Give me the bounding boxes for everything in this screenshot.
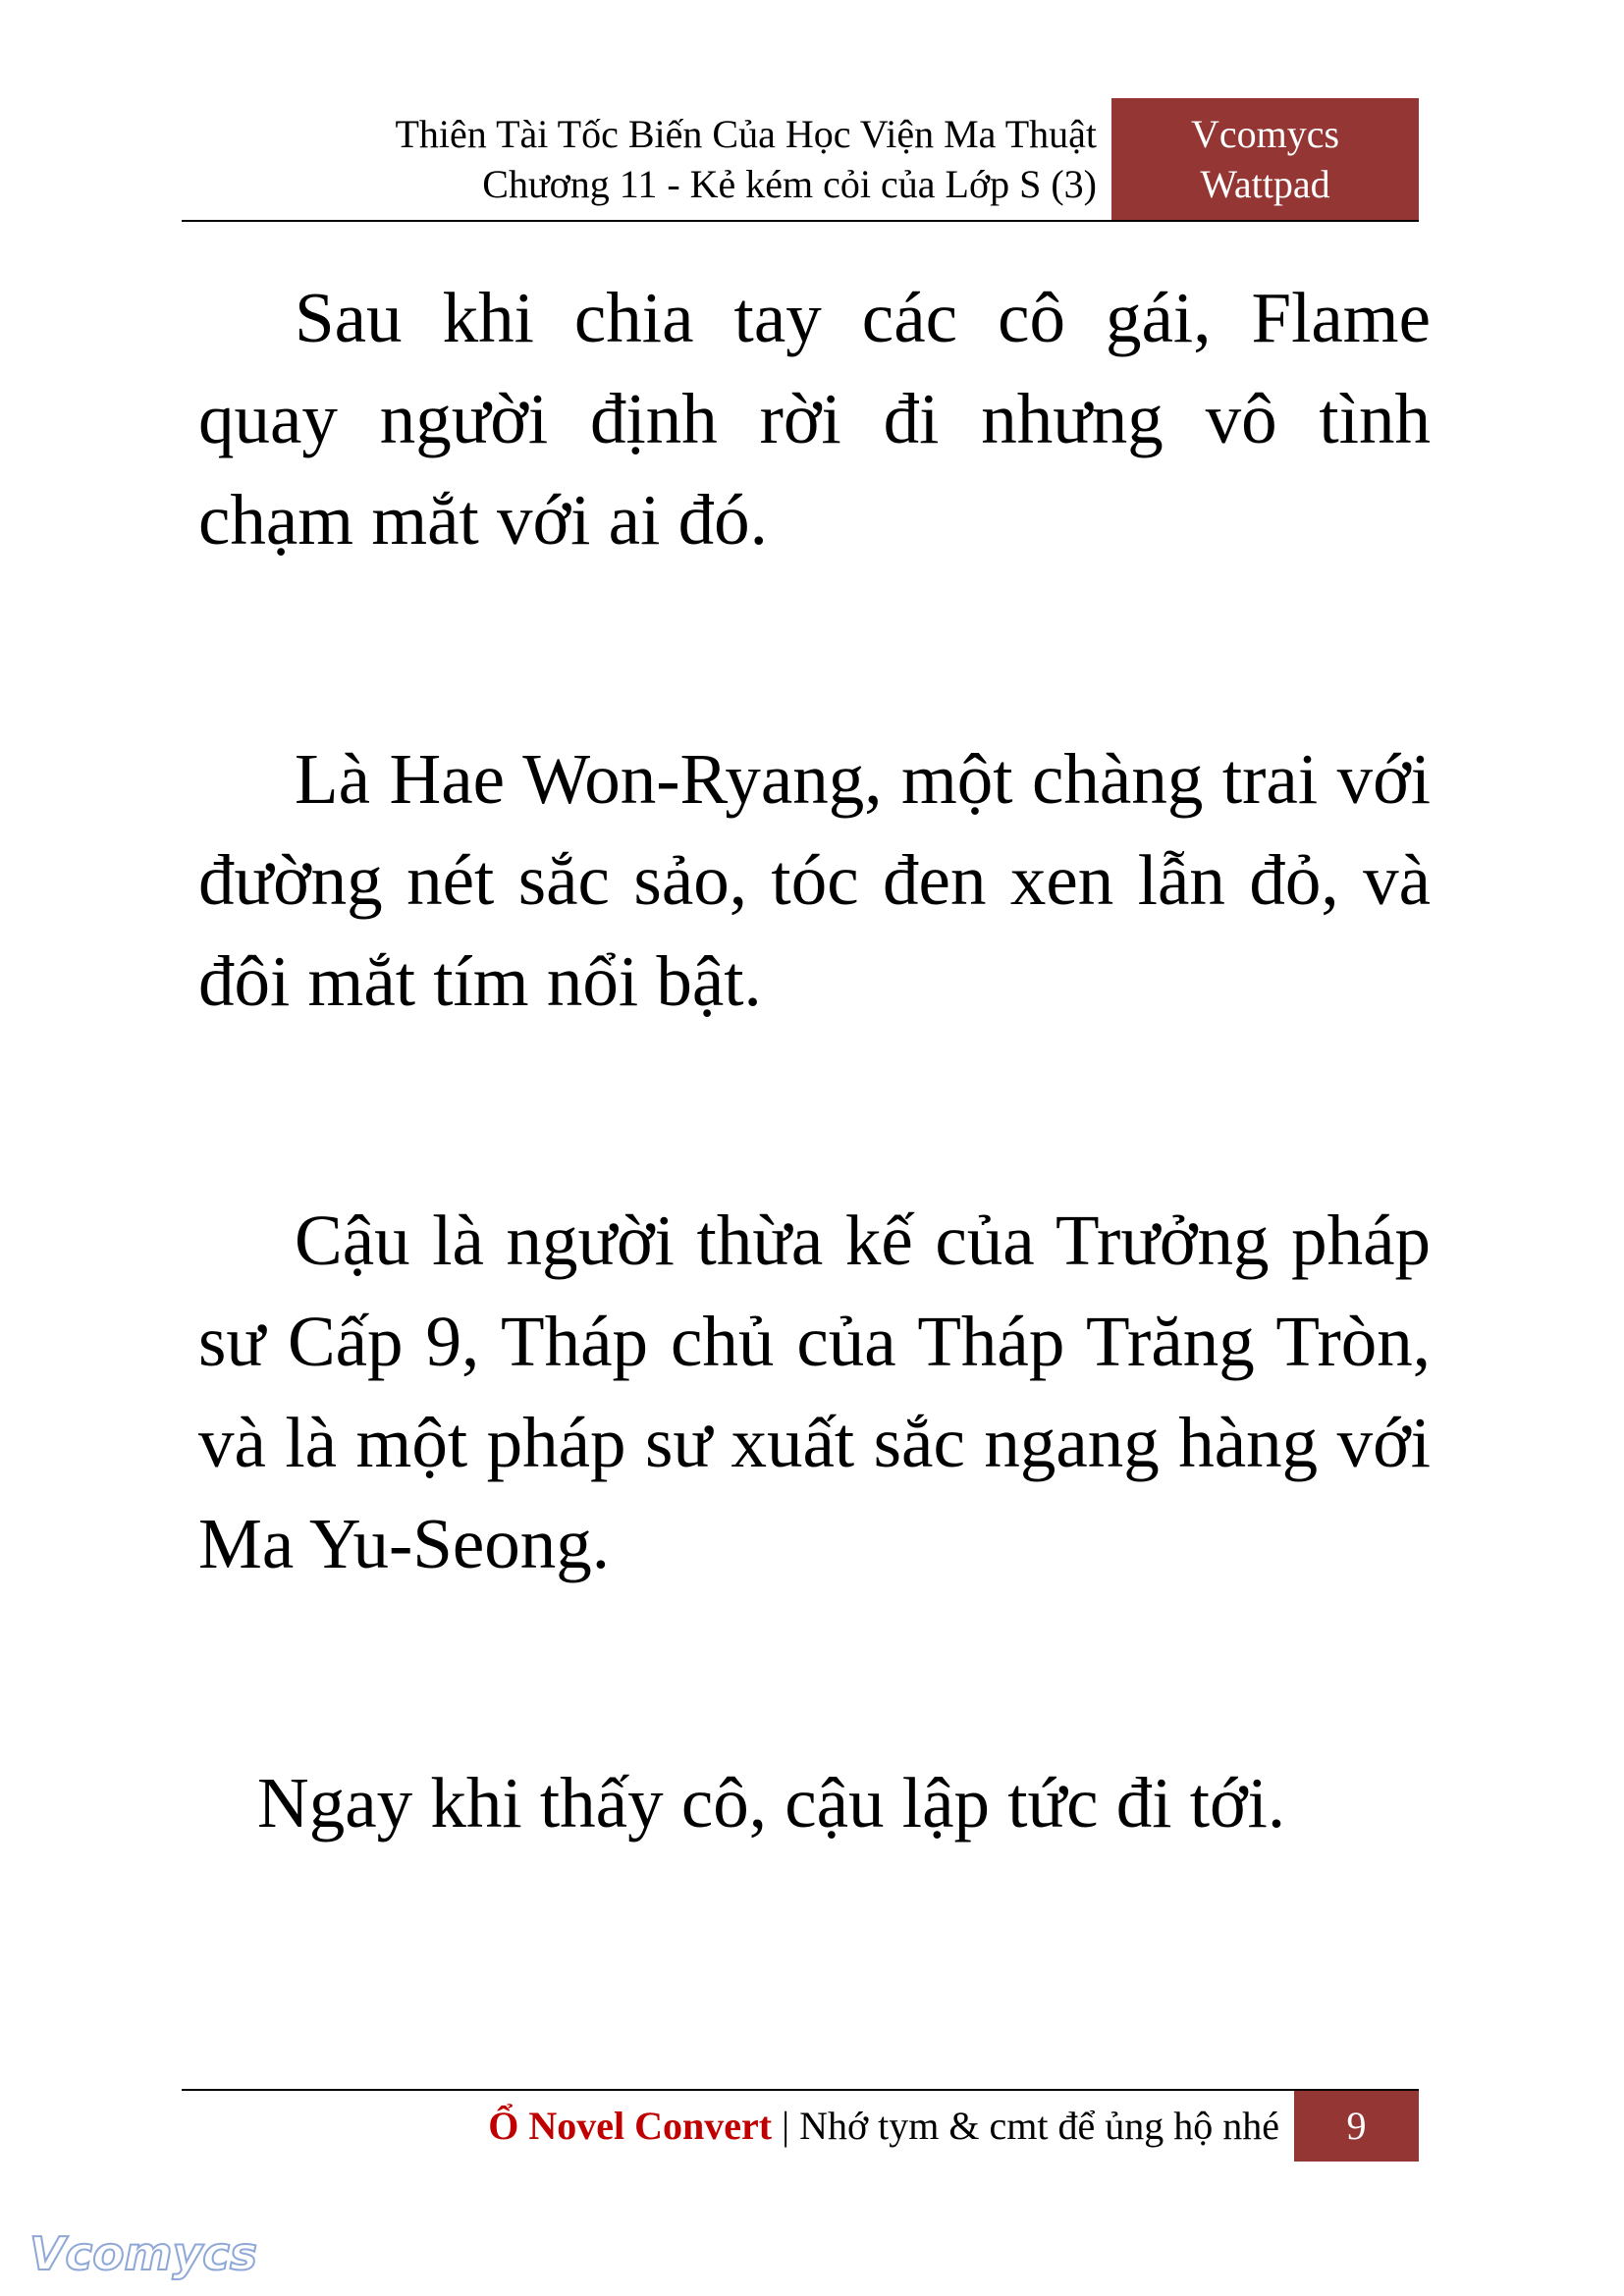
- paragraph-3: Cậu là người thừa kế của Trưởng pháp sư Cấp 9, Tháp chủ của Tháp Trăng Tròn, và là một pháp sư xuất sắc ngang hàng với Ma Yu-Seong.: [198, 1201, 1431, 1583]
- footer-separator: |: [772, 2104, 800, 2148]
- footer-text: [182, 2091, 1279, 2162]
- book-title: Thiên Tài Tốc Biến Của Học Viện Ma Thuật: [395, 112, 1097, 156]
- watermark-text: Vcomycs: [29, 2227, 257, 2280]
- page-header: [182, 98, 1419, 222]
- badge-line-wattpad: Wattpad: [1200, 162, 1330, 206]
- paragraph-4: Ngay khi thấy cô, cậu lập tức đi tới.: [257, 1763, 1286, 1842]
- paragraph-2: Là Hae Won-Ryang, một chàng trai với đường nét sắc sảo, tóc đen xen lẫn đỏ, và đôi mắt tím nổi bật.: [198, 739, 1431, 1021]
- paragraph-1: Sau khi chia tay các cô gái, Flame quay người định rời đi nhưng vô tình chạm mắt với ai đó.: [198, 278, 1431, 560]
- page-number: 9: [1294, 2091, 1419, 2162]
- footer-brand: Ổ Novel Convert: [488, 2104, 773, 2148]
- header-badge: [1111, 98, 1419, 220]
- header-titles: [182, 98, 1097, 220]
- page-body: [198, 267, 1431, 1853]
- footer-message: Nhớ tym & cmt để ủng hộ nhé: [799, 2104, 1279, 2148]
- vcomycs-watermark-logo: [27, 2226, 263, 2281]
- badge-line-vcomycs: Vcomycs: [1190, 112, 1340, 156]
- chapter-title: Chương 11 - Kẻ kém cỏi của Lớp S (3): [482, 162, 1097, 206]
- page-footer: [182, 2089, 1419, 2162]
